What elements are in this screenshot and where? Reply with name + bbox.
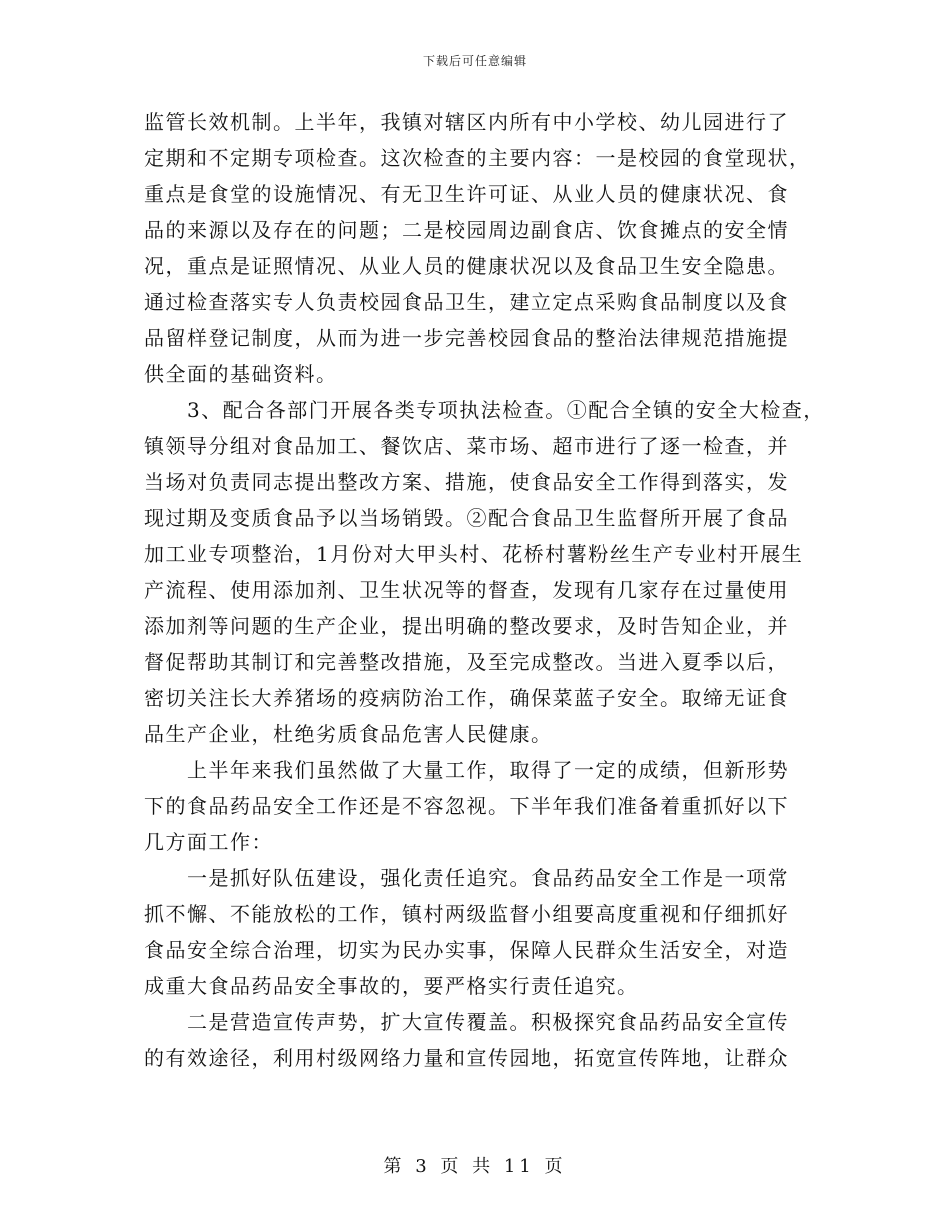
- paragraph-start-line: 一是抓好队伍建设，强化责任追究。食品药品安全工作是一项常: [187, 866, 789, 890]
- paragraph-start-line: 二是营造宣传声势，扩大宣传覆盖。积极探究食品药品安全宣传: [187, 1010, 789, 1034]
- body-line: 品留样登记制度，从而为进一步完善校园食品的整治法律规范措施提: [144, 326, 789, 350]
- body-line: 食品安全综合治理，切实为民办实事，保障人民群众生活安全，对造: [144, 938, 789, 962]
- body-line: 监管长效机制。上半年，我镇对辖区内所有中小学校、幼儿园进行了: [144, 110, 789, 134]
- paragraph-start-line: 上半年来我们虽然做了大量工作，取得了一定的成绩，但新形势: [187, 758, 789, 782]
- body-line: 添加剂等问题的生产企业，提出明确的整改要求，及时告知企业，并: [144, 614, 789, 638]
- body-line: 品的来源以及存在的问题；二是校园周边副食店、饮食摊点的安全情: [144, 218, 789, 242]
- body-line: 通过检查落实专人负责校园食品卫生，建立定点采购食品制度以及食: [144, 290, 789, 314]
- page-footer-number: 第 3 页 共 11 页: [383, 1156, 567, 1177]
- body-line: 产流程、使用添加剂、卫生状况等的督查，发现有几家存在过量使用: [144, 578, 789, 602]
- body-line: 几方面工作：: [144, 830, 273, 854]
- body-line: 重点是食堂的设施情况、有无卫生许可证、从业人员的健康状况、食: [144, 182, 789, 206]
- body-line: 供全面的基础资料。: [144, 362, 338, 386]
- paragraph-start-line: 3、配合各部门开展各类专项执法检查。①配合全镇的安全大检查，: [187, 398, 825, 422]
- body-line: 密切关注长大养猪场的疫病防治工作，确保菜蓝子安全。取缔无证食: [144, 686, 789, 710]
- body-line: 成重大食品药品安全事故的，要严格实行责任追究。: [144, 974, 639, 998]
- body-line: 况，重点是证照情况、从业人员的健康状况以及食品卫生安全隐患。: [144, 254, 789, 278]
- body-line: 抓不懈、不能放松的工作，镇村两级监督小组要高度重视和仔细抓好: [144, 902, 789, 926]
- body-line: 督促帮助其制订和完善整改措施，及至完成整改。当进入夏季以后，: [144, 650, 789, 674]
- body-line: 加工业专项整治，1月份对大甲头村、花桥村薯粉丝生产专业村开展生: [144, 542, 804, 566]
- page-header-note: 下载后可任意编辑: [422, 54, 527, 68]
- body-line: 现过期及变质食品予以当场销毁。②配合食品卫生监督所开展了食品: [144, 506, 789, 530]
- body-line: 当场对负责同志提出整改方案、措施，使食品安全工作得到落实，发: [144, 470, 789, 494]
- body-line: 的有效途径，利用村级网络力量和宣传园地，拓宽宣传阵地，让群众: [144, 1046, 789, 1070]
- body-line: 品生产企业，杜绝劣质食品危害人民健康。: [144, 722, 553, 746]
- body-line: 下的食品药品安全工作还是不容忽视。下半年我们准备着重抓好以下: [144, 794, 789, 818]
- body-line: 定期和不定期专项检查。这次检查的主要内容：一是校园的食堂现状，: [144, 146, 811, 170]
- body-line: 镇领导分组对食品加工、餐饮店、菜市场、超市进行了逐一检查，并: [144, 434, 789, 458]
